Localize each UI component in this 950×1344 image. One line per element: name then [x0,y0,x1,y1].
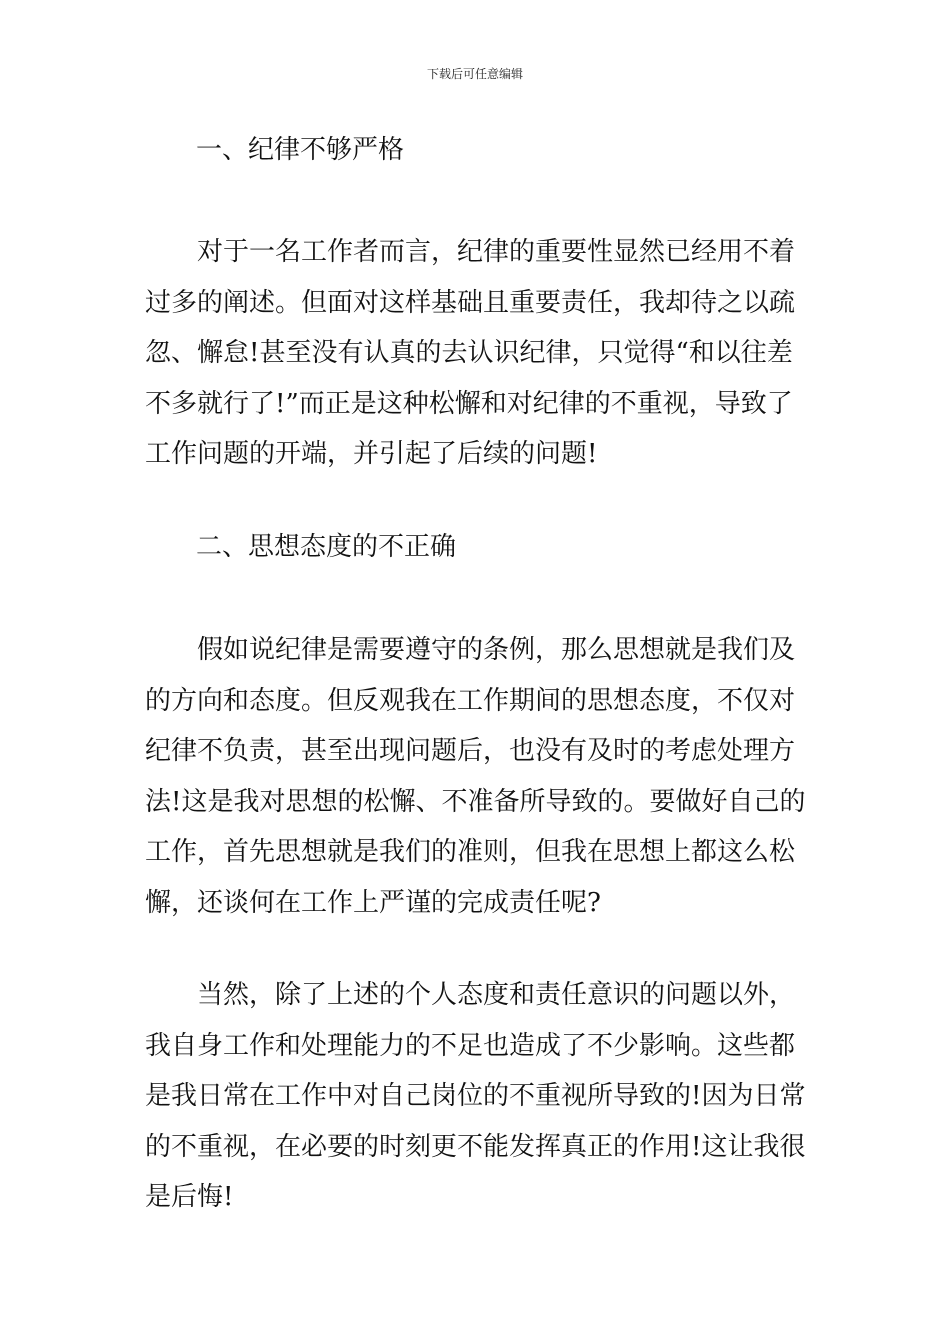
paragraph-line: 当然，除了上述的个人态度和责任意识的问题以外， [197,980,796,1010]
paragraph-line: 的不重视，在必要的时刻更不能发挥真正的作用!这让我很 [145,1131,805,1162]
paragraph-line: 我自身工作和处理能力的不足也造成了不少影响。这些都 [145,1030,796,1061]
paragraph-line: 的方向和态度。但反观我在工作期间的思想态度，不仅对 [145,685,796,716]
section-1-paragraph [145,227,805,480]
closing-paragraph [145,970,805,1223]
paragraph-line: 工作，首先思想就是我们的准则，但我在思想上都这么松 [145,837,796,867]
paragraph-line: 过多的阐述。但面对这样基础且重要责任，我却待之以疏 [145,287,796,318]
paragraph-line: 不多就行了!”而正是这种松懈和对纪律的不重视，导致了 [145,388,793,419]
paragraph-line: 纪律不负责，甚至出现问题后，也没有及时的考虑处理方 [145,736,796,766]
paragraph-line: 工作问题的开端，并引起了后续的问题! [145,439,598,469]
paragraph-line: 法!这是我对思想的松懈、不准备所导致的。要做好自己的 [145,786,805,817]
section-2-heading: 二、思想态度的不正确 [196,532,457,562]
paragraph-line: 假如说纪律是需要遵守的条例，那么思想就是我们及 [197,635,796,665]
paragraph-line: 忽、懈怠!甚至没有认真的去认识纪律，只觉得“和以往差 [145,338,793,368]
paragraph-line: 是后悔! [145,1182,234,1212]
header-note: 下载后可任意编辑 [426,67,523,81]
section-1-heading: 一、纪律不够严格 [196,135,405,165]
paragraph-line: 是我日常在工作中对自己岗位的不重视所导致的!因为日常 [145,1081,805,1111]
paragraph-line: 懈，还谈何在工作上严谨的完成责任呢? [145,887,601,918]
section-2-paragraph [145,625,805,928]
paragraph-line: 对于一名工作者而言，纪律的重要性显然已经用不着 [197,237,796,267]
